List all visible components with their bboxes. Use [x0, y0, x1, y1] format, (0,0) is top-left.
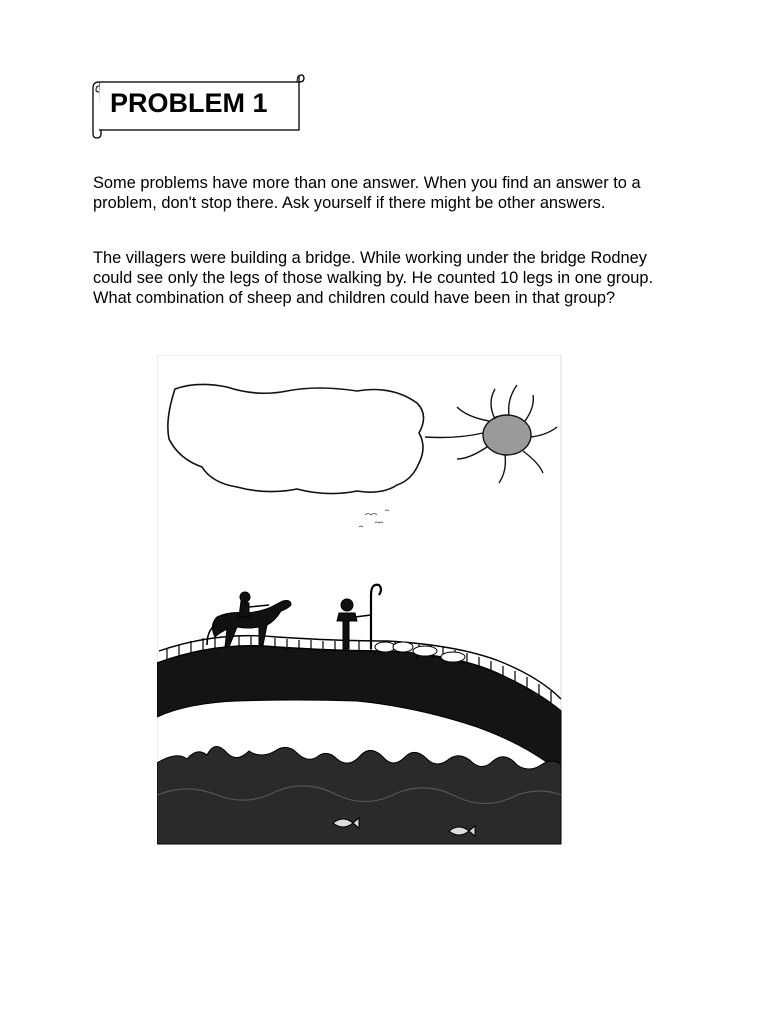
bridge-drawing-icon: [157, 355, 562, 845]
intro-paragraph: Some problems have more than one answer. When you find an answer to a problem, don't stop there. Ask yourself if there might be other answers.: [93, 174, 641, 212]
problem-paragraph: The villagers were building a bridge. While working under the bridge Rodney could see only the legs of those walking by. He counted 10 legs in one group. What combination of sheep and children could have been in that group?: [93, 249, 654, 307]
page-title: PROBLEM 1: [110, 88, 268, 118]
bridge-illustration: [157, 355, 562, 845]
title-banner: [90, 72, 308, 140]
